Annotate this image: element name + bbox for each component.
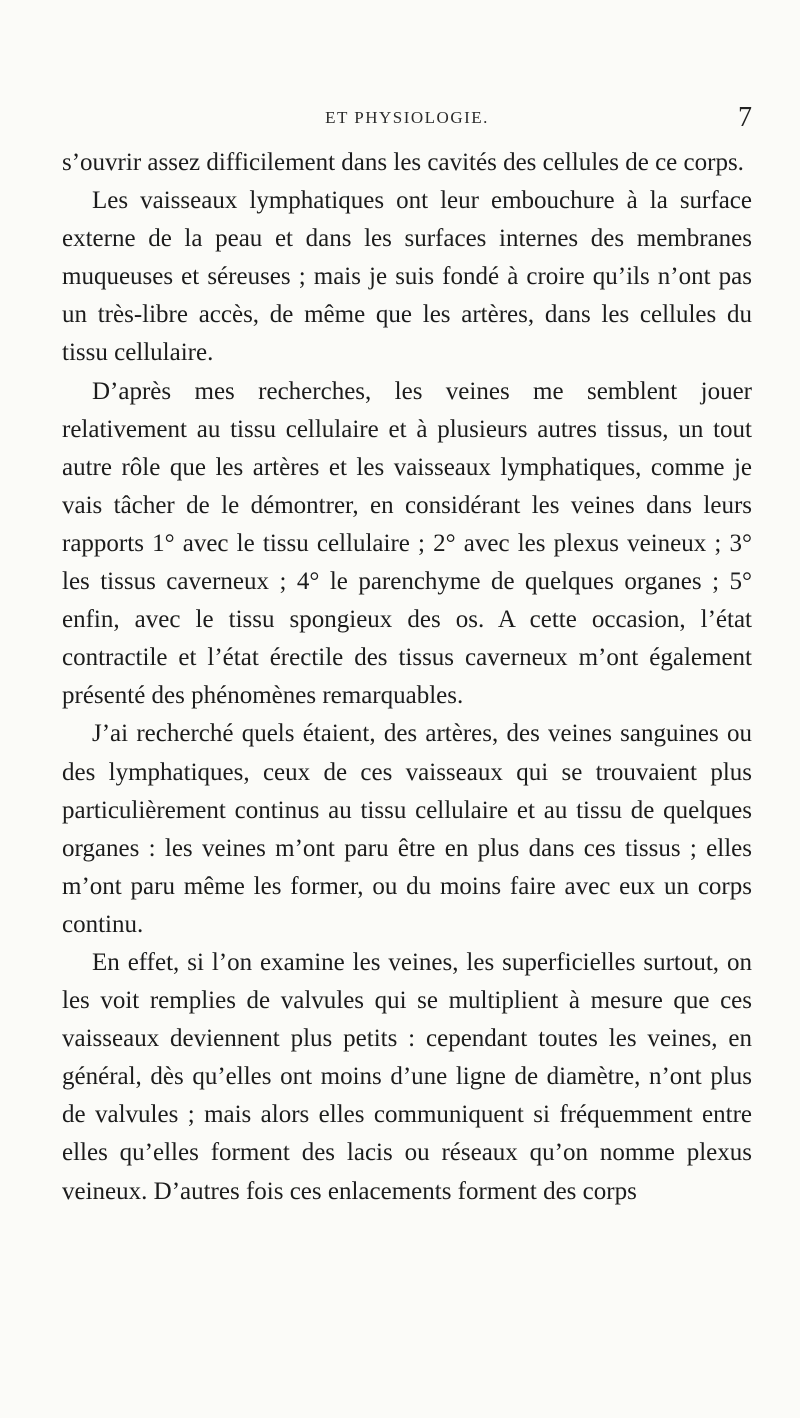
book-page	[62, 102, 752, 1211]
paragraph: Les vaisseaux lymphatiques ont leur embouchure à la surface externe de la peau et dans les surfaces internes des membranes muqueuses et séreuses ; mais je suis fondé à croire qu’ils n’ont pas un très-libre accès, de même que les artères, dans les cellules du tissu cellulaire.	[62, 187, 752, 367]
paragraph: D’après mes recherches, les veines me semblent jouer relativement au tissu cellulaire et à plusieurs autres tissus, un tout autre rôle que les artères et les vaisseaux lymphatiques, comme je vais tâcher de le démontrer, en considérant les veines dans leurs rapports 1° avec le tissu cellulaire ; 2° avec les plexus veineux ; 3° les tissus caverneux ; 4° le parenchyme de quelques organes ; 5° enfin, avec le tissu spongieux des os. A cette occasion, l’état contractile et l’état érectile des tissus caverneux m’ont également présenté des phénomènes remarquables.	[62, 377, 752, 710]
page-number: 7	[738, 102, 752, 133]
running-title: ET PHYSIOLOGIE.	[325, 108, 489, 127]
paragraph: s’ouvrir assez difficilement dans les cavités des cellules de ce corps.	[62, 149, 744, 176]
body-text	[62, 144, 752, 1211]
paragraph: J’ai recherché quels étaient, des artères, des veines sanguines ou des lymphatiques, ceux de ces vaisseaux qui se trouvaient plus particulièrement continus au tissu cellulaire et au tissu de quelques organes : les veines m’ont paru être en plus dans ces tissus ; elles m’ont paru même les former, ou du moins faire avec eux un corps continu.	[62, 720, 752, 938]
paragraph: En effet, si l’on examine les veines, les superficielles surtout, on les voit remplies de valvules qui se multiplient à mesure que ces vaisseaux deviennent plus petits : cependant toutes les veines, en général, dès qu’elles ont moins d’une ligne de diamètre, n’ont plus de valvules ; mais alors elles communiquent si fréquemment entre elles qu’elles forment des lacis ou réseaux qu’on nomme plexus veineux. D’autres fois ces enlacements forment des corps	[62, 948, 752, 1205]
page-header	[62, 102, 752, 144]
